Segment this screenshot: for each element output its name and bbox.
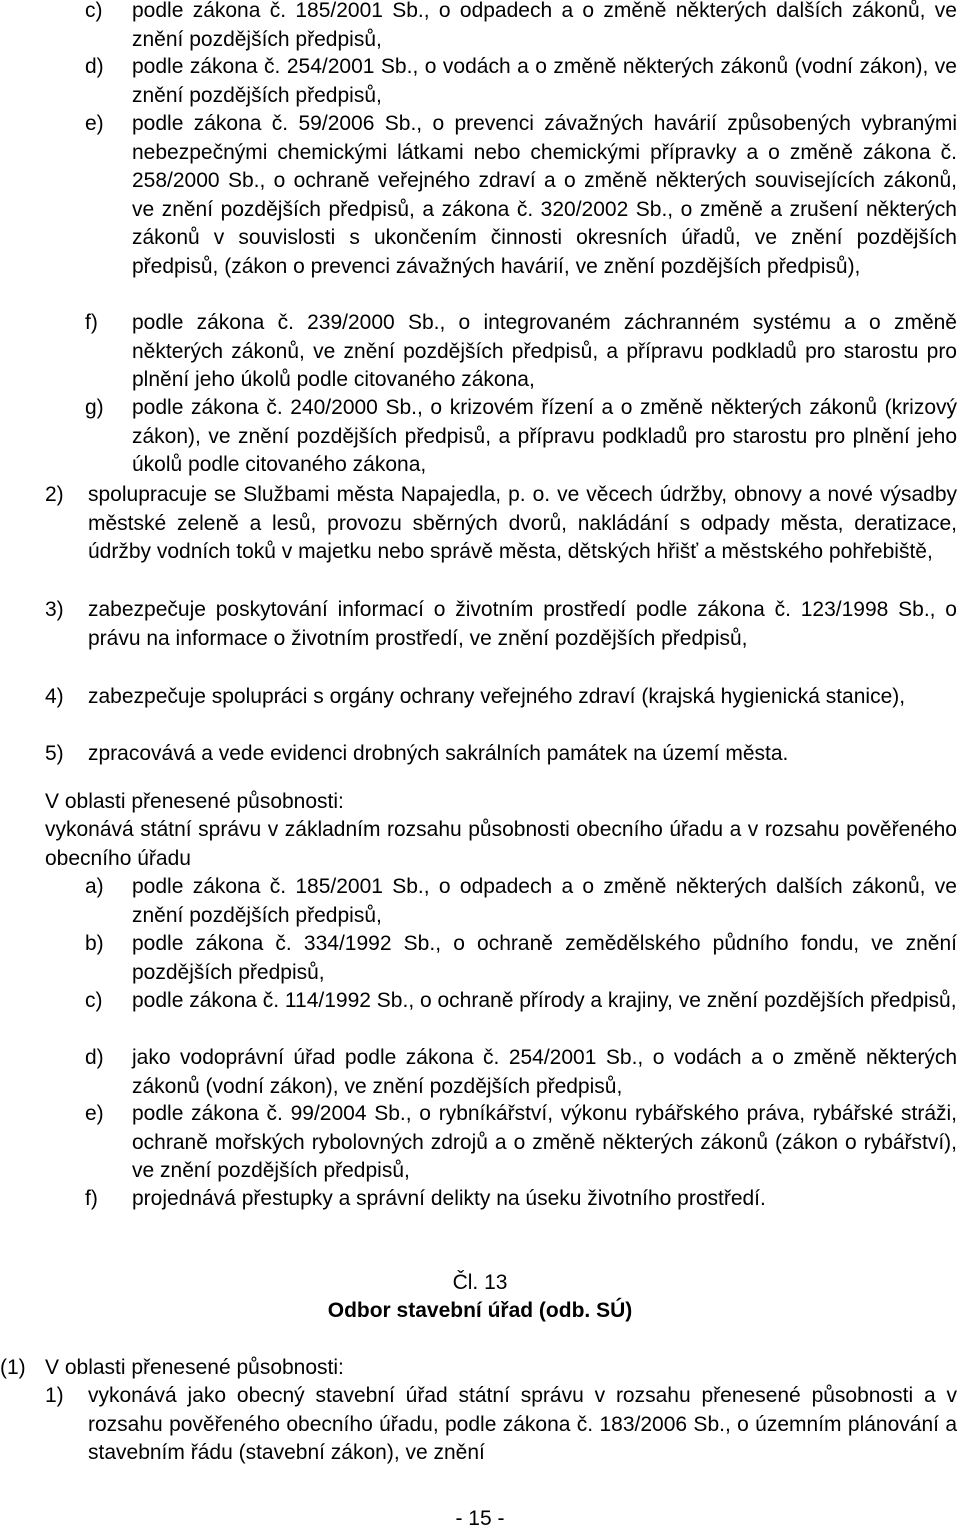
list-item-label: g) bbox=[85, 396, 104, 419]
list-item-text: jako vodoprávní úřad podle zákona č. 254/2001 Sb., o vodách a o změně některých zákonů (vodní zákon), ve znění pozdějších předpisů, bbox=[132, 1046, 957, 1098]
article-title: Odbor stavební úřad (odb. SÚ) bbox=[327, 1299, 633, 1322]
list-item-label: a) bbox=[85, 875, 104, 898]
list-item-label: d) bbox=[85, 55, 104, 78]
list-item-text: podle zákona č. 334/1992 Sb., o ochraně zemědělského půdního fondu, ve znění pozdějších předpisů, bbox=[132, 932, 957, 984]
numbered-item-label: 3) bbox=[45, 598, 64, 621]
section-intro-text: vykonává státní správu v základním rozsahu působnosti obecního úřadu a v rozsahu pověřeného obecního úřadu bbox=[45, 818, 957, 870]
numbered-item-label: 2) bbox=[45, 483, 64, 506]
numbered-item-text: vykonává jako obecný stavební úřad státní správu v rozsahu přenesené působnosti a v rozsahu pověřeného obecního úřadu, podle zákona č. 183/2006 Sb., o územním plánování a stavebním řádu (stavební zákon), ve znění bbox=[88, 1384, 957, 1464]
list-item-text: podle zákona č. 185/2001 Sb., o odpadech a o změně některých dalších zákonů, ve znění pozdějších předpisů, bbox=[132, 0, 957, 51]
numbered-item-text: zabezpečuje spolupráci s orgány ochrany veřejného zdraví (krajská hygienická stanice), bbox=[88, 685, 906, 708]
section-label: (1) bbox=[0, 1356, 26, 1379]
numbered-item-label: 4) bbox=[45, 685, 64, 708]
list-item-label: b) bbox=[85, 932, 104, 955]
list-item-label: d) bbox=[85, 1046, 104, 1069]
numbered-item-text: zabezpečuje poskytování informací o životním prostředí podle zákona č. 123/1998 Sb., o právu na informace o životním prostředí, ve znění pozdějších předpisů, bbox=[88, 598, 957, 650]
article-number: Čl. 13 bbox=[452, 1271, 508, 1294]
list-item-text: podle zákona č. 240/2000 Sb., o krizovém řízení a o změně některých zákonů (krizový zákon), ve znění pozdějších předpisů, a přípravu podkladů pro starostu pro plnění jeho úkolů podle citovaného zákona, bbox=[132, 396, 957, 476]
list-item-text: podle zákona č. 114/1992 Sb., o ochraně přírody a krajiny, ve znění pozdějších předpisů, bbox=[132, 989, 957, 1012]
numbered-item-text: spolupracuje se Službami města Napajedla, p. o. ve věcech údržby, obnovy a nové výsadby městské zeleně a lesů, provozu sběrných dvorů, nakládání s odpady města, deratizace, údržby vodních toků v majetku nebo správě města, dětských hřišť a městského pohřebiště, bbox=[88, 483, 957, 563]
list-item-text: podle zákona č. 99/2004 Sb., o rybníkářství, výkonu rybářského práva, rybářské stráži, ochraně mořských rybolovných zdrojů a o změně některých zákonů (zákon o rybářství), ve znění pozdějších předpisů, bbox=[132, 1102, 957, 1182]
list-item-label: c) bbox=[85, 0, 103, 22]
list-item-text: podle zákona č. 185/2001 Sb., o odpadech a o změně některých dalších zákonů, ve znění pozdějších předpisů, bbox=[132, 875, 957, 927]
section-heading: V oblasti přenesené působnosti: bbox=[45, 1356, 344, 1379]
list-item-label: e) bbox=[85, 112, 104, 135]
list-item-text: projednává přestupky a správní delikty na úseku životního prostředí. bbox=[132, 1187, 766, 1210]
numbered-item-label: 1) bbox=[45, 1384, 64, 1407]
list-item-label: f) bbox=[85, 311, 98, 334]
section-heading: V oblasti přenesené působnosti: bbox=[45, 790, 344, 813]
list-item-label: c) bbox=[85, 989, 103, 1012]
list-item-label: e) bbox=[85, 1102, 104, 1125]
list-item-text: podle zákona č. 59/2006 Sb., o prevenci závažných havárií způsobených vybranými nebezpečnými chemickými látkami nebo chemickými přípravky a o změně zákona č. 258/2000 Sb., o ochraně veřejného zdraví a o změně některých souvisejících zákonů, ve znění pozdějších předpisů, a zákona č. 320/2002 Sb., o změně a zrušení některých zákonů v souvislosti s ukončením činnosti okresních úřadů, ve znění pozdějších předpisů, (zákon o prevenci závažných havárií, ve znění pozdějších předpisů), bbox=[132, 112, 957, 278]
list-item-text: podle zákona č. 254/2001 Sb., o vodách a o změně některých zákonů (vodní zákon), ve znění pozdějších předpisů, bbox=[132, 55, 957, 107]
numbered-item-label: 5) bbox=[45, 742, 64, 765]
numbered-item-text: zpracovává a vede evidenci drobných sakrálních památek na území města. bbox=[88, 742, 789, 765]
list-item-text: podle zákona č. 239/2000 Sb., o integrovaném záchranném systému a o změně některých zákonů, ve znění pozdějších předpisů, a přípravu podkladů pro starostu pro plnění jeho úkolů podle citovaného zákona, bbox=[132, 311, 957, 391]
page-number: - 15 - bbox=[455, 1507, 505, 1530]
list-item-label: f) bbox=[85, 1187, 98, 1210]
